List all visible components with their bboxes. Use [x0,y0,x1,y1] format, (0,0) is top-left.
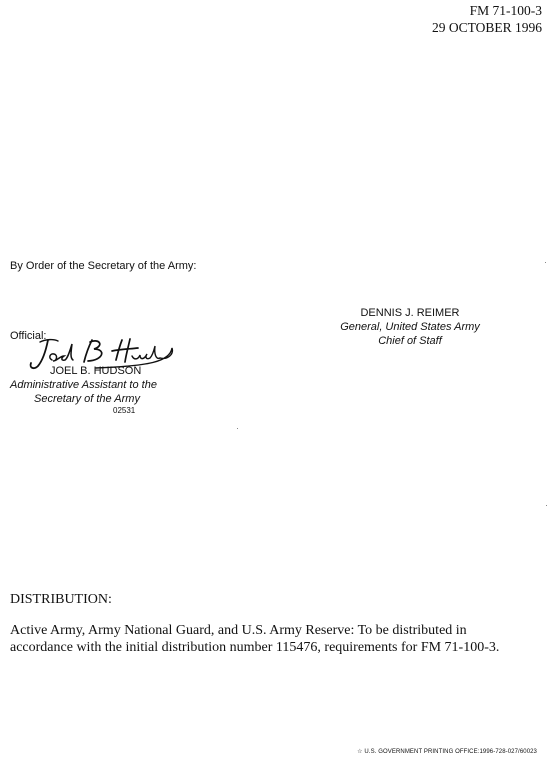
official-code: 02531 [113,406,136,415]
official-title-line1: Administrative Assistant to the [10,379,157,391]
fm-number: FM 71-100-3 [469,3,542,18]
chief-of-staff-title: General, United States Army [340,321,480,333]
scan-speck [546,505,547,506]
official-title-line2: Secretary of the Army [34,393,140,405]
chief-of-staff-name: DENNIS J. REIMER [360,307,460,319]
distribution-heading: DISTRIBUTION: [10,592,112,607]
chief-of-staff-role: Chief of Staff [378,335,442,347]
scan-speck [237,428,238,429]
gpo-footer: ☆ U.S. GOVERNMENT PRINTING OFFICE:1996-728-027/60023 [357,749,537,755]
distribution-body: Active Army, Army National Guard, and U.S. Army Reserve: To be distributed in accordance with the initial distribution number 115476, requirements for FM 71-100-3. [10,623,500,655]
by-order-line: By Order of the Secretary of the Army: [10,260,197,272]
publication-date: 29 OCTOBER 1996 [431,20,542,35]
scan-speck [545,262,546,263]
official-label: Official: [10,330,47,342]
official-name: JOEL B. HUDSON [50,365,142,377]
